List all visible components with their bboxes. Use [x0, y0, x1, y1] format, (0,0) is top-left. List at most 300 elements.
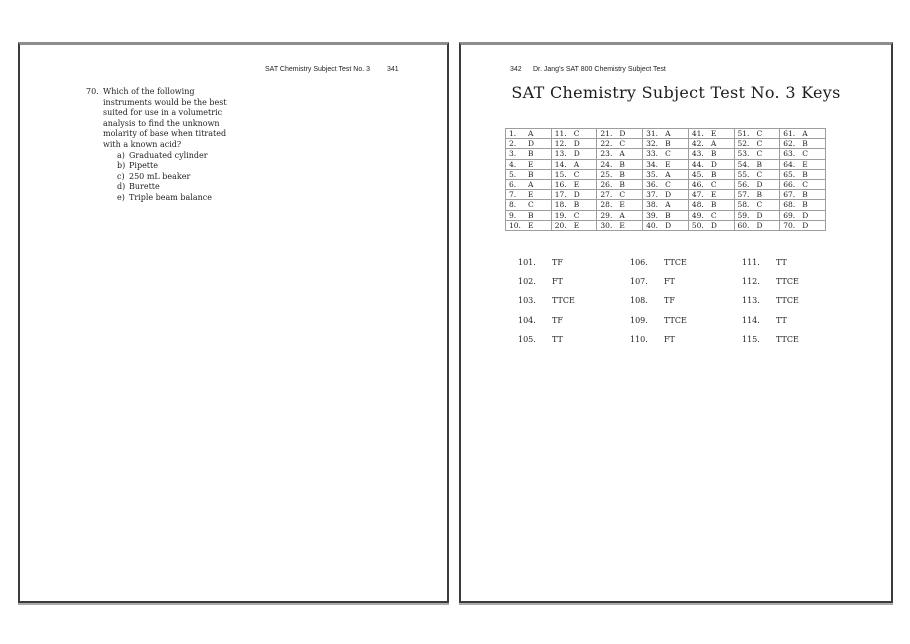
extended-answer-row [518, 277, 575, 296]
answer-number: 66. [783, 180, 796, 190]
option-label: e) [117, 192, 125, 202]
option-text: Burette [129, 182, 160, 192]
answer-key-cell [734, 190, 780, 200]
book-page-right [459, 42, 893, 603]
answer-number: 63. [783, 149, 796, 159]
book-page-left [18, 42, 449, 603]
answer-key-cell [551, 129, 597, 139]
answer-letter: A [528, 180, 534, 190]
extended-answer-value: FT [664, 277, 675, 287]
answer-letter: B [802, 190, 808, 200]
extended-answer-value: TF [552, 258, 563, 267]
answer-letter: C [756, 129, 763, 139]
answer-key-cell [597, 200, 643, 210]
answer-letter: C [665, 180, 671, 190]
extended-answer-value: TTCE [776, 277, 799, 287]
answer-key-cell [734, 149, 780, 159]
left-running-header-title: SAT Chemistry Subject Test No. 3 [265, 66, 371, 73]
answer-letter: C [619, 190, 626, 200]
answer-letter: C [802, 180, 808, 190]
answer-letter: C [665, 149, 671, 159]
answer-number: 64. [783, 159, 796, 169]
answer-key-row [506, 200, 826, 210]
answer-number: 7. [509, 190, 517, 200]
answer-key-cell [780, 149, 826, 159]
question-number: 70. [86, 87, 99, 96]
extended-answer-number: 101. [518, 258, 536, 267]
extended-answer-row [742, 277, 799, 296]
answer-letter: C [756, 169, 763, 179]
answer-key-cell [734, 129, 780, 139]
extended-answer-number: 106. [630, 258, 648, 267]
answer-number: 38. [646, 200, 659, 210]
answer-letter: D [665, 190, 672, 200]
extended-answer-value: TF [552, 315, 563, 325]
answer-key-row [506, 149, 826, 159]
answer-letter: B [802, 169, 808, 179]
extended-answer-row [742, 296, 799, 315]
extended-answer-row [630, 258, 687, 277]
answer-key-cell [780, 200, 826, 210]
answer-letter: B [665, 139, 671, 149]
answer-key-cell [597, 139, 643, 149]
answer-number: 40. [646, 220, 659, 230]
answer-number: 30. [600, 220, 613, 230]
extended-answer-row [518, 296, 575, 315]
answer-key-cell [688, 169, 734, 179]
right-running-header-title: Dr. Jang's SAT 800 Chemistry Subject Test [533, 66, 666, 73]
answer-number: 35. [646, 169, 659, 179]
extended-answer-number: 109. [630, 315, 648, 325]
answer-letter: B [756, 159, 763, 169]
extended-answer-number: 112. [742, 277, 760, 287]
answer-letter: B [619, 180, 625, 190]
question-70 [86, 87, 227, 204]
answer-number: 28. [600, 200, 613, 210]
answer-letter: E [665, 159, 671, 169]
answer-letter: B [619, 169, 625, 179]
answer-number: 3. [509, 149, 517, 159]
extended-answer-row [518, 258, 575, 277]
answer-key-cell [597, 129, 643, 139]
answer-number: 21. [600, 129, 613, 139]
answer-key-cell [780, 220, 826, 230]
answer-key-cell [506, 169, 552, 179]
answer-key-row [506, 179, 826, 189]
answer-number: 4. [509, 159, 517, 169]
answer-number: 59. [737, 210, 750, 220]
answer-key-cell [506, 210, 552, 220]
answer-number: 20. [554, 220, 567, 230]
answer-letter: B [802, 200, 808, 210]
answer-key-cell [643, 159, 689, 169]
extended-answer-row [742, 258, 799, 277]
extended-answer-number: 103. [518, 296, 536, 306]
answer-letter: B [710, 169, 717, 179]
answer-number: 44. [691, 159, 704, 169]
answer-letter: D [756, 180, 763, 190]
extended-answer-value: TTCE [552, 296, 575, 306]
answer-letter: B [528, 210, 534, 220]
extended-answer-row [630, 277, 687, 296]
answer-letter: B [619, 159, 625, 169]
extended-answer-number: 108. [630, 296, 648, 306]
answer-letter: A [710, 139, 717, 149]
answer-number: 69. [783, 210, 796, 220]
question-option [103, 193, 227, 204]
answer-number: 32. [646, 139, 659, 149]
answer-letter: E [528, 159, 534, 169]
answer-key-cell [597, 190, 643, 200]
answer-number: 45. [691, 169, 704, 179]
answer-number: 54. [737, 159, 750, 169]
answer-number: 10. [509, 220, 521, 230]
answer-key-cell [688, 159, 734, 169]
answer-key-cell [688, 179, 734, 189]
answer-letter: E [573, 220, 580, 230]
extended-answer-number: 107. [630, 277, 648, 287]
answer-key-cell [551, 210, 597, 220]
extended-answer-number: 105. [518, 334, 536, 344]
answer-number: 56. [737, 180, 750, 190]
answer-key-cell [551, 190, 597, 200]
answer-number: 13. [554, 149, 567, 159]
answer-letter: C [802, 149, 808, 159]
answer-letter: A [619, 149, 625, 159]
answer-letter: A [665, 169, 671, 179]
answer-number: 49. [691, 210, 704, 220]
answer-key-row [506, 220, 826, 230]
answer-key-cell [551, 169, 597, 179]
right-running-header-page-number: 342 [510, 66, 522, 73]
question-option [103, 151, 227, 162]
answer-letter: A [573, 159, 580, 169]
answer-letter: A [802, 129, 808, 139]
answer-number: 31. [646, 129, 659, 139]
answer-key-cell [688, 210, 734, 220]
extended-answer-number: 111. [742, 258, 760, 267]
answer-key-cell [597, 220, 643, 230]
answer-number: 8. [509, 200, 517, 210]
answer-key-cell [734, 139, 780, 149]
answer-key-cell [506, 139, 552, 149]
answer-letter: A [665, 129, 671, 139]
answer-number: 42. [691, 139, 704, 149]
answer-number: 61. [783, 129, 796, 139]
extended-answer-value: TTCE [776, 296, 799, 306]
extended-answer-row [742, 316, 799, 335]
answer-letter: D [528, 139, 535, 149]
option-label: c) [117, 171, 125, 181]
answer-number: 48. [691, 200, 704, 210]
answer-key-cell [780, 129, 826, 139]
answer-key-cell [643, 139, 689, 149]
answer-key-row [506, 129, 826, 139]
answer-letter: D [665, 220, 672, 230]
question-option [103, 172, 227, 183]
answer-key-table [505, 128, 826, 231]
answer-number: 60. [737, 220, 750, 230]
extended-answer-value: TF [664, 296, 675, 306]
extended-answers-column [742, 258, 799, 354]
answer-keys-title: SAT Chemistry Subject Test No. 3 Keys [511, 83, 841, 102]
answer-key-row [506, 210, 826, 220]
answer-number: 14. [554, 159, 567, 169]
question-text [103, 87, 227, 204]
extended-answers-column [630, 258, 687, 354]
answer-number: 22. [600, 139, 613, 149]
extended-answer-row [518, 316, 575, 335]
answer-number: 52. [737, 139, 750, 149]
answer-number: 19. [554, 210, 567, 220]
option-text: Triple beam balance [129, 192, 213, 202]
answer-key-cell [780, 169, 826, 179]
answer-number: 23. [600, 149, 613, 159]
question-line: molarity of base when titrated [103, 129, 227, 139]
extended-answer-number: 113. [742, 296, 760, 306]
answer-number: 51. [737, 129, 750, 139]
answer-key-row [506, 190, 826, 200]
answer-letter: A [665, 200, 671, 210]
answer-key-cell [643, 169, 689, 179]
answer-number: 41. [691, 129, 704, 139]
answer-key-cell [643, 179, 689, 189]
answer-letter: C [710, 210, 717, 220]
answer-number: 65. [783, 169, 796, 179]
extended-answer-number: 114. [742, 315, 760, 325]
extended-answer-value: TTCE [664, 258, 687, 267]
extended-answer-row [518, 335, 575, 354]
answer-number: 24. [600, 159, 613, 169]
answer-key-table-body [506, 129, 826, 231]
answer-letter: B [665, 210, 671, 220]
answer-key-cell [780, 210, 826, 220]
answer-number: 33. [646, 149, 659, 159]
answer-key-cell [688, 139, 734, 149]
answer-letter: D [756, 220, 763, 230]
answer-letter: B [756, 190, 763, 200]
answer-key-cell [551, 159, 597, 169]
answer-number: 57. [737, 190, 750, 200]
answer-letter: E [619, 200, 625, 210]
answer-number: 68. [783, 200, 796, 210]
answer-number: 9. [509, 210, 517, 220]
question-line: instruments would be the best [103, 97, 227, 107]
answer-letter: B [528, 169, 534, 179]
answer-key-cell [551, 139, 597, 149]
answer-letter: C [756, 139, 763, 149]
answer-letter: E [619, 220, 625, 230]
answer-key-cell [506, 200, 552, 210]
answer-number: 67. [783, 190, 796, 200]
answer-key-cell [506, 190, 552, 200]
answer-number: 29. [600, 210, 613, 220]
answer-number: 27. [600, 190, 613, 200]
answer-key-cell [780, 179, 826, 189]
answer-key-cell [597, 179, 643, 189]
answer-number: 47. [691, 190, 704, 200]
answer-key-cell [734, 169, 780, 179]
answer-key-cell [688, 220, 734, 230]
extended-answer-value: TTCE [664, 315, 687, 325]
answer-key-cell [643, 210, 689, 220]
answer-key-cell [506, 220, 552, 230]
answer-number: 16. [554, 180, 567, 190]
answer-letter: C [573, 169, 580, 179]
answer-key-cell [506, 129, 552, 139]
answer-letter: B [528, 149, 534, 159]
question-line: with a known acid? [103, 139, 182, 149]
answer-key-row [506, 159, 826, 169]
extended-answer-value: TT [552, 334, 563, 344]
answer-key-cell [597, 149, 643, 159]
answer-key-cell [643, 190, 689, 200]
question-option [103, 182, 227, 193]
extended-answer-row [742, 335, 799, 354]
extended-answer-number: 110. [630, 334, 648, 344]
answer-letter: D [756, 210, 763, 220]
answer-number: 5. [509, 169, 517, 179]
answer-key-cell [780, 139, 826, 149]
answer-key-cell [734, 179, 780, 189]
extended-answer-value: FT [552, 277, 563, 287]
answer-letter: D [802, 210, 809, 220]
answer-number: 25. [600, 169, 613, 179]
answer-number: 36. [646, 180, 659, 190]
answer-key-cell [506, 179, 552, 189]
answer-number: 34. [646, 159, 659, 169]
answer-number: 1. [509, 129, 517, 139]
answer-letter: E [710, 190, 717, 200]
answer-key-cell [688, 149, 734, 159]
answer-letter: C [573, 210, 580, 220]
answer-number: 15. [554, 169, 567, 179]
answer-number: 12. [554, 139, 567, 149]
answer-letter: A [528, 129, 534, 139]
answer-number: 58. [737, 200, 750, 210]
answer-key-cell [688, 190, 734, 200]
answer-key-cell [643, 200, 689, 210]
answer-letter: D [710, 159, 717, 169]
answer-key-cell [597, 159, 643, 169]
answer-key-cell [506, 159, 552, 169]
answer-key-cell [643, 149, 689, 159]
answer-key-cell [597, 169, 643, 179]
answer-letter: A [619, 210, 625, 220]
question-line: Which of the following [103, 87, 195, 96]
answer-key-cell [597, 210, 643, 220]
extended-answer-row [630, 335, 687, 354]
answer-number: 53. [737, 149, 750, 159]
extended-answer-number: 115. [742, 334, 760, 344]
answer-number: 39. [646, 210, 659, 220]
answer-letter: B [802, 139, 808, 149]
answer-letter: E [528, 220, 534, 230]
answer-letter: B [573, 200, 580, 210]
answer-letter: E [573, 180, 580, 190]
answer-letter: C [528, 200, 534, 210]
option-label: d) [117, 182, 126, 192]
answer-key-cell [643, 129, 689, 139]
answer-key-cell [551, 220, 597, 230]
answer-number: 62. [783, 139, 796, 149]
answer-key-cell [688, 129, 734, 139]
option-label: a) [117, 150, 125, 160]
answer-key-row [506, 139, 826, 149]
answer-letter: D [573, 149, 580, 159]
question-option [103, 161, 227, 172]
answer-letter: D [573, 190, 580, 200]
option-text: Graduated cylinder [129, 150, 208, 160]
extended-answer-number: 104. [518, 315, 536, 325]
option-text: 250 mL beaker [129, 171, 191, 181]
answer-letter: D [710, 220, 717, 230]
answer-letter: B [710, 149, 717, 159]
answer-letter: C [756, 200, 763, 210]
answer-number: 50. [691, 220, 704, 230]
answer-key-cell [734, 220, 780, 230]
extended-answer-value: TTCE [776, 334, 799, 344]
answer-number: 70. [783, 220, 796, 230]
answer-letter: C [756, 149, 763, 159]
extended-answer-value: FT [664, 334, 675, 344]
answer-key-cell [506, 149, 552, 159]
answer-letter: E [802, 159, 808, 169]
answer-number: 37. [646, 190, 659, 200]
answer-key-cell [551, 179, 597, 189]
extended-answer-row [630, 316, 687, 335]
option-label: b) [117, 161, 126, 171]
answer-letter: D [573, 139, 580, 149]
answer-number: 46. [691, 180, 704, 190]
answer-key-cell [551, 200, 597, 210]
answer-key-cell [551, 149, 597, 159]
answer-letter: E [528, 190, 534, 200]
answer-letter: B [710, 200, 717, 210]
question-line: analysis to find the unknown [103, 118, 220, 128]
extended-answer-value: TT [776, 258, 787, 267]
extended-answer-value: TT [776, 315, 787, 325]
answer-key-cell [734, 200, 780, 210]
answer-letter: E [710, 129, 717, 139]
answer-number: 11. [554, 129, 567, 139]
answer-number: 26. [600, 180, 613, 190]
extended-answer-number: 102. [518, 277, 536, 287]
answer-key-row [506, 169, 826, 179]
extended-answer-row [630, 296, 687, 315]
answer-number: 6. [509, 180, 517, 190]
answer-letter: D [802, 220, 809, 230]
answer-number: 55. [737, 169, 750, 179]
left-running-header-page-number: 341 [387, 66, 399, 73]
answer-letter: D [619, 129, 626, 139]
answer-number: 2. [509, 139, 517, 149]
answer-key-cell [734, 159, 780, 169]
answer-key-cell [780, 190, 826, 200]
question-line: suited for use in a volumetric [103, 108, 223, 118]
answer-number: 43. [691, 149, 704, 159]
answer-number: 18. [554, 200, 567, 210]
option-text: Pipette [129, 161, 158, 171]
answer-key-cell [734, 210, 780, 220]
answer-key-cell [688, 200, 734, 210]
answer-key-cell [643, 220, 689, 230]
answer-number: 17. [554, 190, 567, 200]
answer-key-cell [780, 159, 826, 169]
answer-letter: C [710, 180, 717, 190]
extended-answers-column [518, 258, 575, 354]
answer-letter: C [619, 139, 626, 149]
